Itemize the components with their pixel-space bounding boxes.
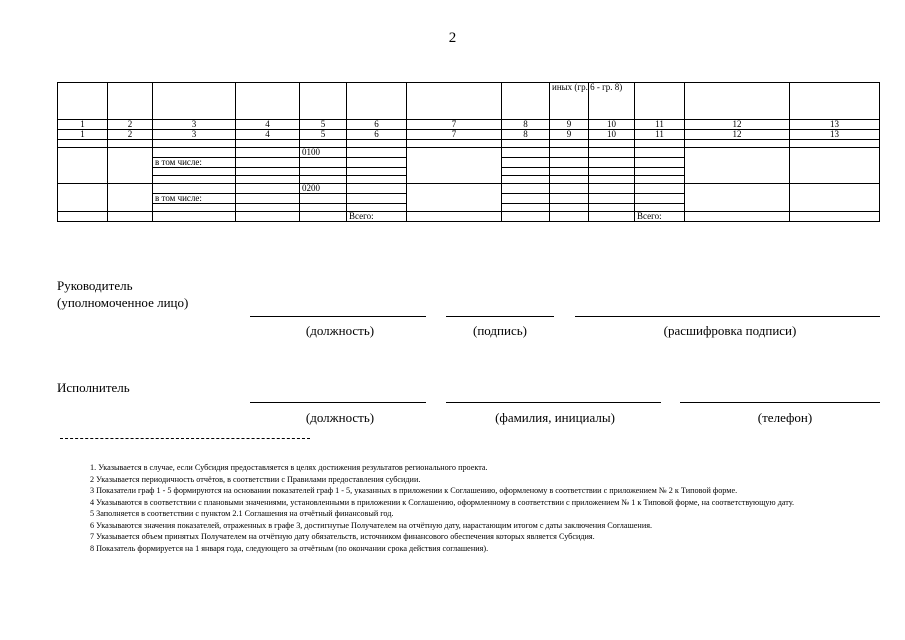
head-signature-caption: (подпись) xyxy=(473,323,527,338)
column-numbers-row xyxy=(58,130,880,140)
head-label-line2: (уполномоченное лицо) xyxy=(57,295,189,310)
footnote-separator xyxy=(60,438,310,439)
in-that-label: в том числе: xyxy=(153,158,236,168)
col-num: 1 xyxy=(58,120,108,130)
total-label: Всего: xyxy=(635,212,685,222)
footnote-5: 5 Заполняется в соответствии с пунктом 2.1 Соглашения на отчётный финансовый год. xyxy=(90,509,394,518)
head-label-line1: Руководитель xyxy=(57,278,133,293)
footnotes xyxy=(60,462,878,554)
in-that-label: в том числе: xyxy=(153,194,236,204)
col-num: 11 xyxy=(635,120,685,130)
col-num: 10 xyxy=(589,120,635,130)
col-num: 6 xyxy=(347,120,407,130)
col-num: 12 xyxy=(685,120,790,130)
col-num: 8 xyxy=(502,130,550,140)
col-num: 5 xyxy=(300,130,347,140)
total-label: Всего: xyxy=(347,212,407,222)
exec-position-caption: (должность) xyxy=(305,410,375,425)
head-position-line xyxy=(250,316,426,317)
footnote-2: 2 Указывается периодичность отчётов, в соответствии с Правилами предоставления субсидии. xyxy=(90,474,421,484)
total-row xyxy=(58,212,880,222)
report-table xyxy=(57,82,880,222)
table-row xyxy=(58,140,880,148)
head-decode-line xyxy=(575,316,880,317)
exec-name-caption: (фамилия, инициалы) xyxy=(495,410,615,425)
table-row xyxy=(58,194,880,204)
col-num: 13 xyxy=(790,130,880,140)
head-decode-caption: (расшифровка подписи) xyxy=(663,323,797,338)
footnote-8: 8 Показатель формируется на 1 января года, следующего за отчётным (по окончании срока действия соглашения). xyxy=(90,543,489,553)
table-header-row xyxy=(58,83,880,120)
footnote-1: 1. Указывается в случае, если Субсидия предоставляется в целях достижения результатов регионального проекта. xyxy=(90,463,488,472)
col-num: 7 xyxy=(407,120,502,130)
exec-phone-caption: (телефон) xyxy=(757,410,813,425)
col-num: 3 xyxy=(153,120,236,130)
exec-position-line xyxy=(250,402,426,403)
col-num: 11 xyxy=(635,130,685,140)
col-num: 2 xyxy=(108,130,153,140)
col-num: 5 xyxy=(300,120,347,130)
col-num: 6 xyxy=(347,130,407,140)
exec-phone-line xyxy=(680,402,880,403)
col-num: 4 xyxy=(236,130,300,140)
executor-label: Исполнитель xyxy=(57,380,130,395)
col-num: 1 xyxy=(58,130,108,140)
col-num: 2 xyxy=(108,120,153,130)
header-col9: иных (гр. 6 - гр. 8) xyxy=(550,83,589,120)
col-num: 13 xyxy=(790,120,880,130)
col-num: 7 xyxy=(407,130,502,140)
page-number: 2 xyxy=(448,30,457,46)
footnote-7: 7 Указывается объем принятых Получателем на отчётную дату обязательств, источником финансового обеспечения которых является Субсидия. xyxy=(90,532,595,541)
head-signature-line xyxy=(446,316,554,317)
table-row xyxy=(58,148,880,158)
table-row xyxy=(58,176,880,184)
table-row xyxy=(58,158,880,168)
col-num: 4 xyxy=(236,120,300,130)
table-row xyxy=(58,204,880,212)
col-num: 8 xyxy=(502,120,550,130)
col-num: 9 xyxy=(550,120,589,130)
column-numbers-row xyxy=(58,120,880,130)
footnote-6: 6 Указываются значения показателей, отраженных в графе 3, достигнутые Получателем на отчётную дату, нарастающим итогом с даты заключения Соглашения. xyxy=(90,520,653,530)
col-num: 10 xyxy=(589,130,635,140)
code-cell: 0100 xyxy=(300,148,347,158)
exec-name-line xyxy=(446,402,661,403)
col-num: 3 xyxy=(153,130,236,140)
col-num: 9 xyxy=(550,130,589,140)
code-cell: 0200 xyxy=(300,184,347,194)
footnote-4: 4 Указываются в соответствии с плановыми значениями, установленными в приложении к Соглашению, оформленному в соответствии с приложением № 1 к Типовой форме, на соответствующую дату. xyxy=(90,497,795,507)
table-row xyxy=(58,168,880,176)
footnote-3: 3 Показатели граф 1 - 5 формируются на основании показателей граф 1 - 5, указанных в приложении к Соглашению, оформленому в соответствии с приложением № 2 к Типовой форме. xyxy=(90,486,738,495)
table-row xyxy=(58,184,880,194)
col-num: 12 xyxy=(685,130,790,140)
head-position-caption: (должность) xyxy=(305,323,375,338)
